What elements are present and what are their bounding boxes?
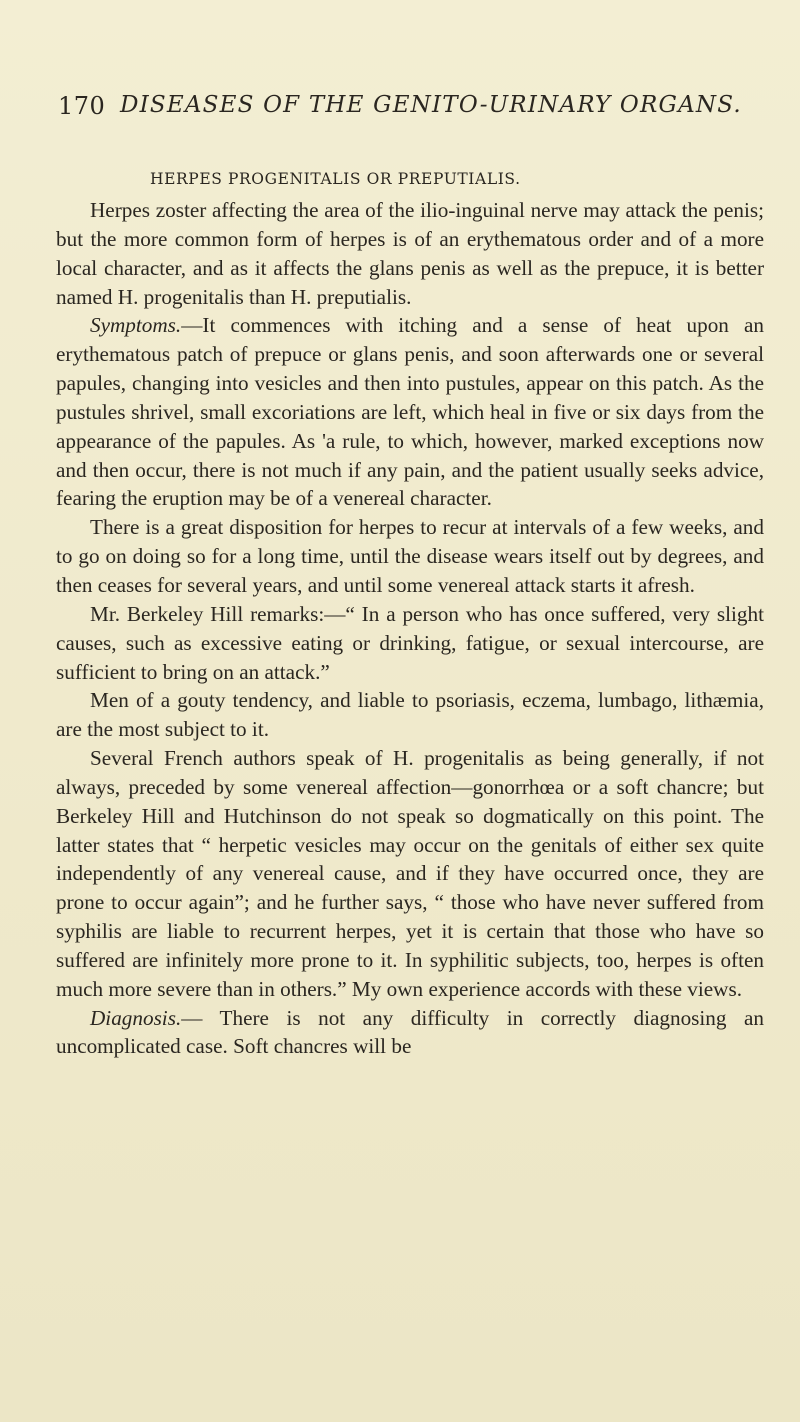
page-header	[58, 92, 760, 126]
diagnosis-text: — There is not any difficulty in correctly diagnosing an uncomplicated case. Soft chancres will be	[56, 1005, 764, 1059]
symptoms-text: —It commences with itching and a sense of heat upon an erythematous patch of prepuce or glans penis, and soon afterwards one or several papules, changing into vesicles and then into pustules, appear on this patch. As the pustules shrivel, small excoriations are left, which heal in five or six days from the appearance of the papules. As 'a rule, to which, however, marked exceptions now and then occur, there is not much if any pain, and the patient usually seeks advice, fearing the eruption may be of a venereal character.	[56, 313, 764, 511]
paragraph-french-authors: Several French authors speak of H. progenitalis as being generally, if not always, preceded by some venereal affection—gonorrhœa or a soft chancre; but Berkeley Hill and Hutchinson do not speak so dogmatically on this point. The latter states that “ herpetic vesicles may occur on the genitals of either sex quite independently of any venereal cause, and if they have occurred once, they are prone to occur again”; and he further says, “ those who have never suffered from syphilis are liable to recurrent herpes, yet it is certain that those who have so suffered are infinitely more prone to it. In syphilitic subjects, too, herpes is often much more severe than in others.” My own experience accords with these views.	[56, 746, 764, 1001]
paragraph-gouty: Men of a gouty tendency, and liable to psoriasis, eczema, lumbago, lithæmia, are the most subject to it.	[56, 688, 764, 742]
body-text	[56, 196, 764, 1061]
page-number: 170	[58, 92, 106, 120]
symptoms-heading: Symptoms.	[90, 313, 182, 338]
paragraph-intro: Herpes zoster affecting the area of the ilio-inguinal nerve may attack the penis; but the more common form of herpes is of an erythematous order and of a more local character, and as it affects the glans penis as well as the prepuce, it is better named H. progenitalis than H. preputialis.	[56, 198, 764, 309]
paragraph-symptoms	[56, 311, 764, 513]
section-title: HERPES PROGENITALIS OR PREPUTIALIS.	[150, 170, 521, 188]
diagnosis-heading: Diagnosis.	[90, 1005, 182, 1030]
paragraph-recurrence: There is a great disposition for herpes to recur at intervals of a few weeks, and to go on doing so for a long time, until the disease wears itself out by degrees, and then ceases for several years, and until some venereal attack starts it afresh.	[56, 515, 764, 597]
paragraph-diagnosis	[56, 1004, 764, 1062]
paragraph-berkeley-quote: Mr. Berkeley Hill remarks:—“ In a person who has once suffered, very slight causes, such as excessive eating or drinking, fatigue, or sexual intercourse, are sufficient to bring on an attack.”	[56, 601, 764, 684]
running-head: DISEASES OF THE GENITO-URINARY ORGANS.	[120, 92, 742, 118]
